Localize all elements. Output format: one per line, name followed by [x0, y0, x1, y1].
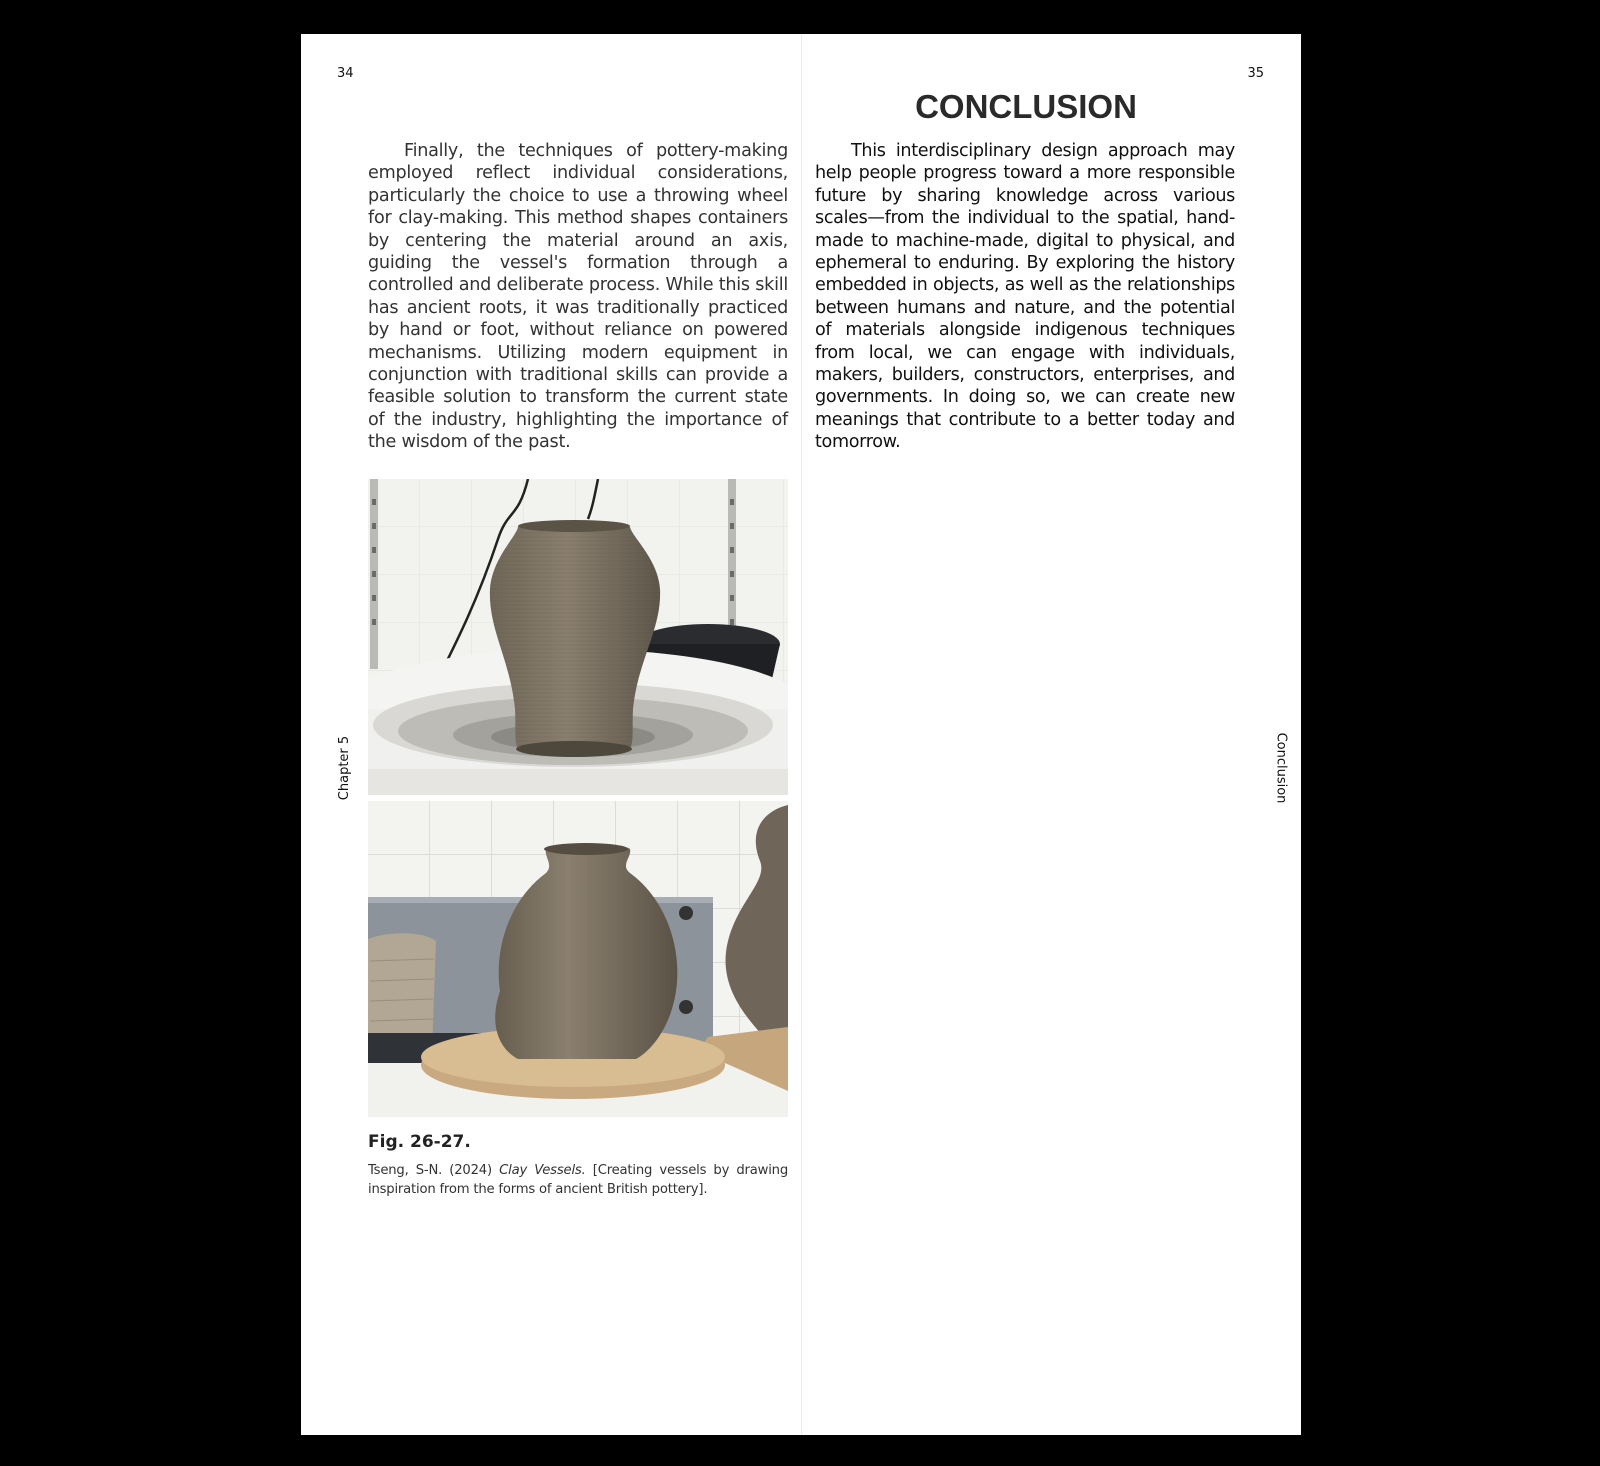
photo-vessel-on-wheel: [368, 479, 788, 795]
right-body-paragraph: [815, 140, 1235, 454]
right-paragraph-text: This interdisciplinary design approach may help people progress toward a more responsible future by sharing knowledge across various scales—from the individual to the spatial, hand-made to machine-made, digital to physical, and ephemeral to enduring. By exploring the history embedded in objects, as well as the relationships between humans and nature, and the potential of materials alongside indigenous techniques from local, we can engage with individuals, makers, builders, constructors, enterprises, and governments. In doing so, we can create new meanings that contribute to a better today and tomorrow.: [815, 141, 1235, 453]
right-page: [801, 34, 1301, 1435]
chapter-side-label: Chapter 5: [337, 735, 352, 801]
page-number-left: 34: [337, 66, 354, 81]
left-paragraph-text: Finally, the techniques of pottery-making employed reflect individual considerations, particularly the choice to use a throwing wheel for clay-making. This method shapes containers by centering the material around an axis, guiding the vessel's formation through a controlled and deliberate process. While this skill has ancient roots, it was traditionally practiced by hand or foot, without reliance on powered mechanisms. Utilizing modern equipment in conjunction with traditional skills can provide a feasible solution to transform the current state of the industry, highlighting the importance of the wisdom of the past.: [368, 141, 788, 453]
left-body-paragraph: [368, 140, 788, 454]
page-number-right: 35: [1247, 66, 1264, 81]
conclusion-side-label: Conclusion: [1273, 732, 1289, 804]
left-page: [301, 34, 801, 1435]
conclusion-heading: CONCLUSION: [915, 88, 1137, 125]
caption-author: Tseng, S-N. (2024): [368, 1163, 492, 1178]
book-spread: [301, 34, 1301, 1435]
caption-description: [Creating vessels by drawing inspiration from the forms of ancient British pottery].: [368, 1163, 789, 1197]
caption-work-title: Clay Vessels.: [499, 1163, 586, 1178]
photo-round-vessel: [368, 801, 788, 1117]
figure-caption: [368, 1161, 788, 1199]
figure-title: Fig. 26-27.: [368, 1132, 471, 1152]
